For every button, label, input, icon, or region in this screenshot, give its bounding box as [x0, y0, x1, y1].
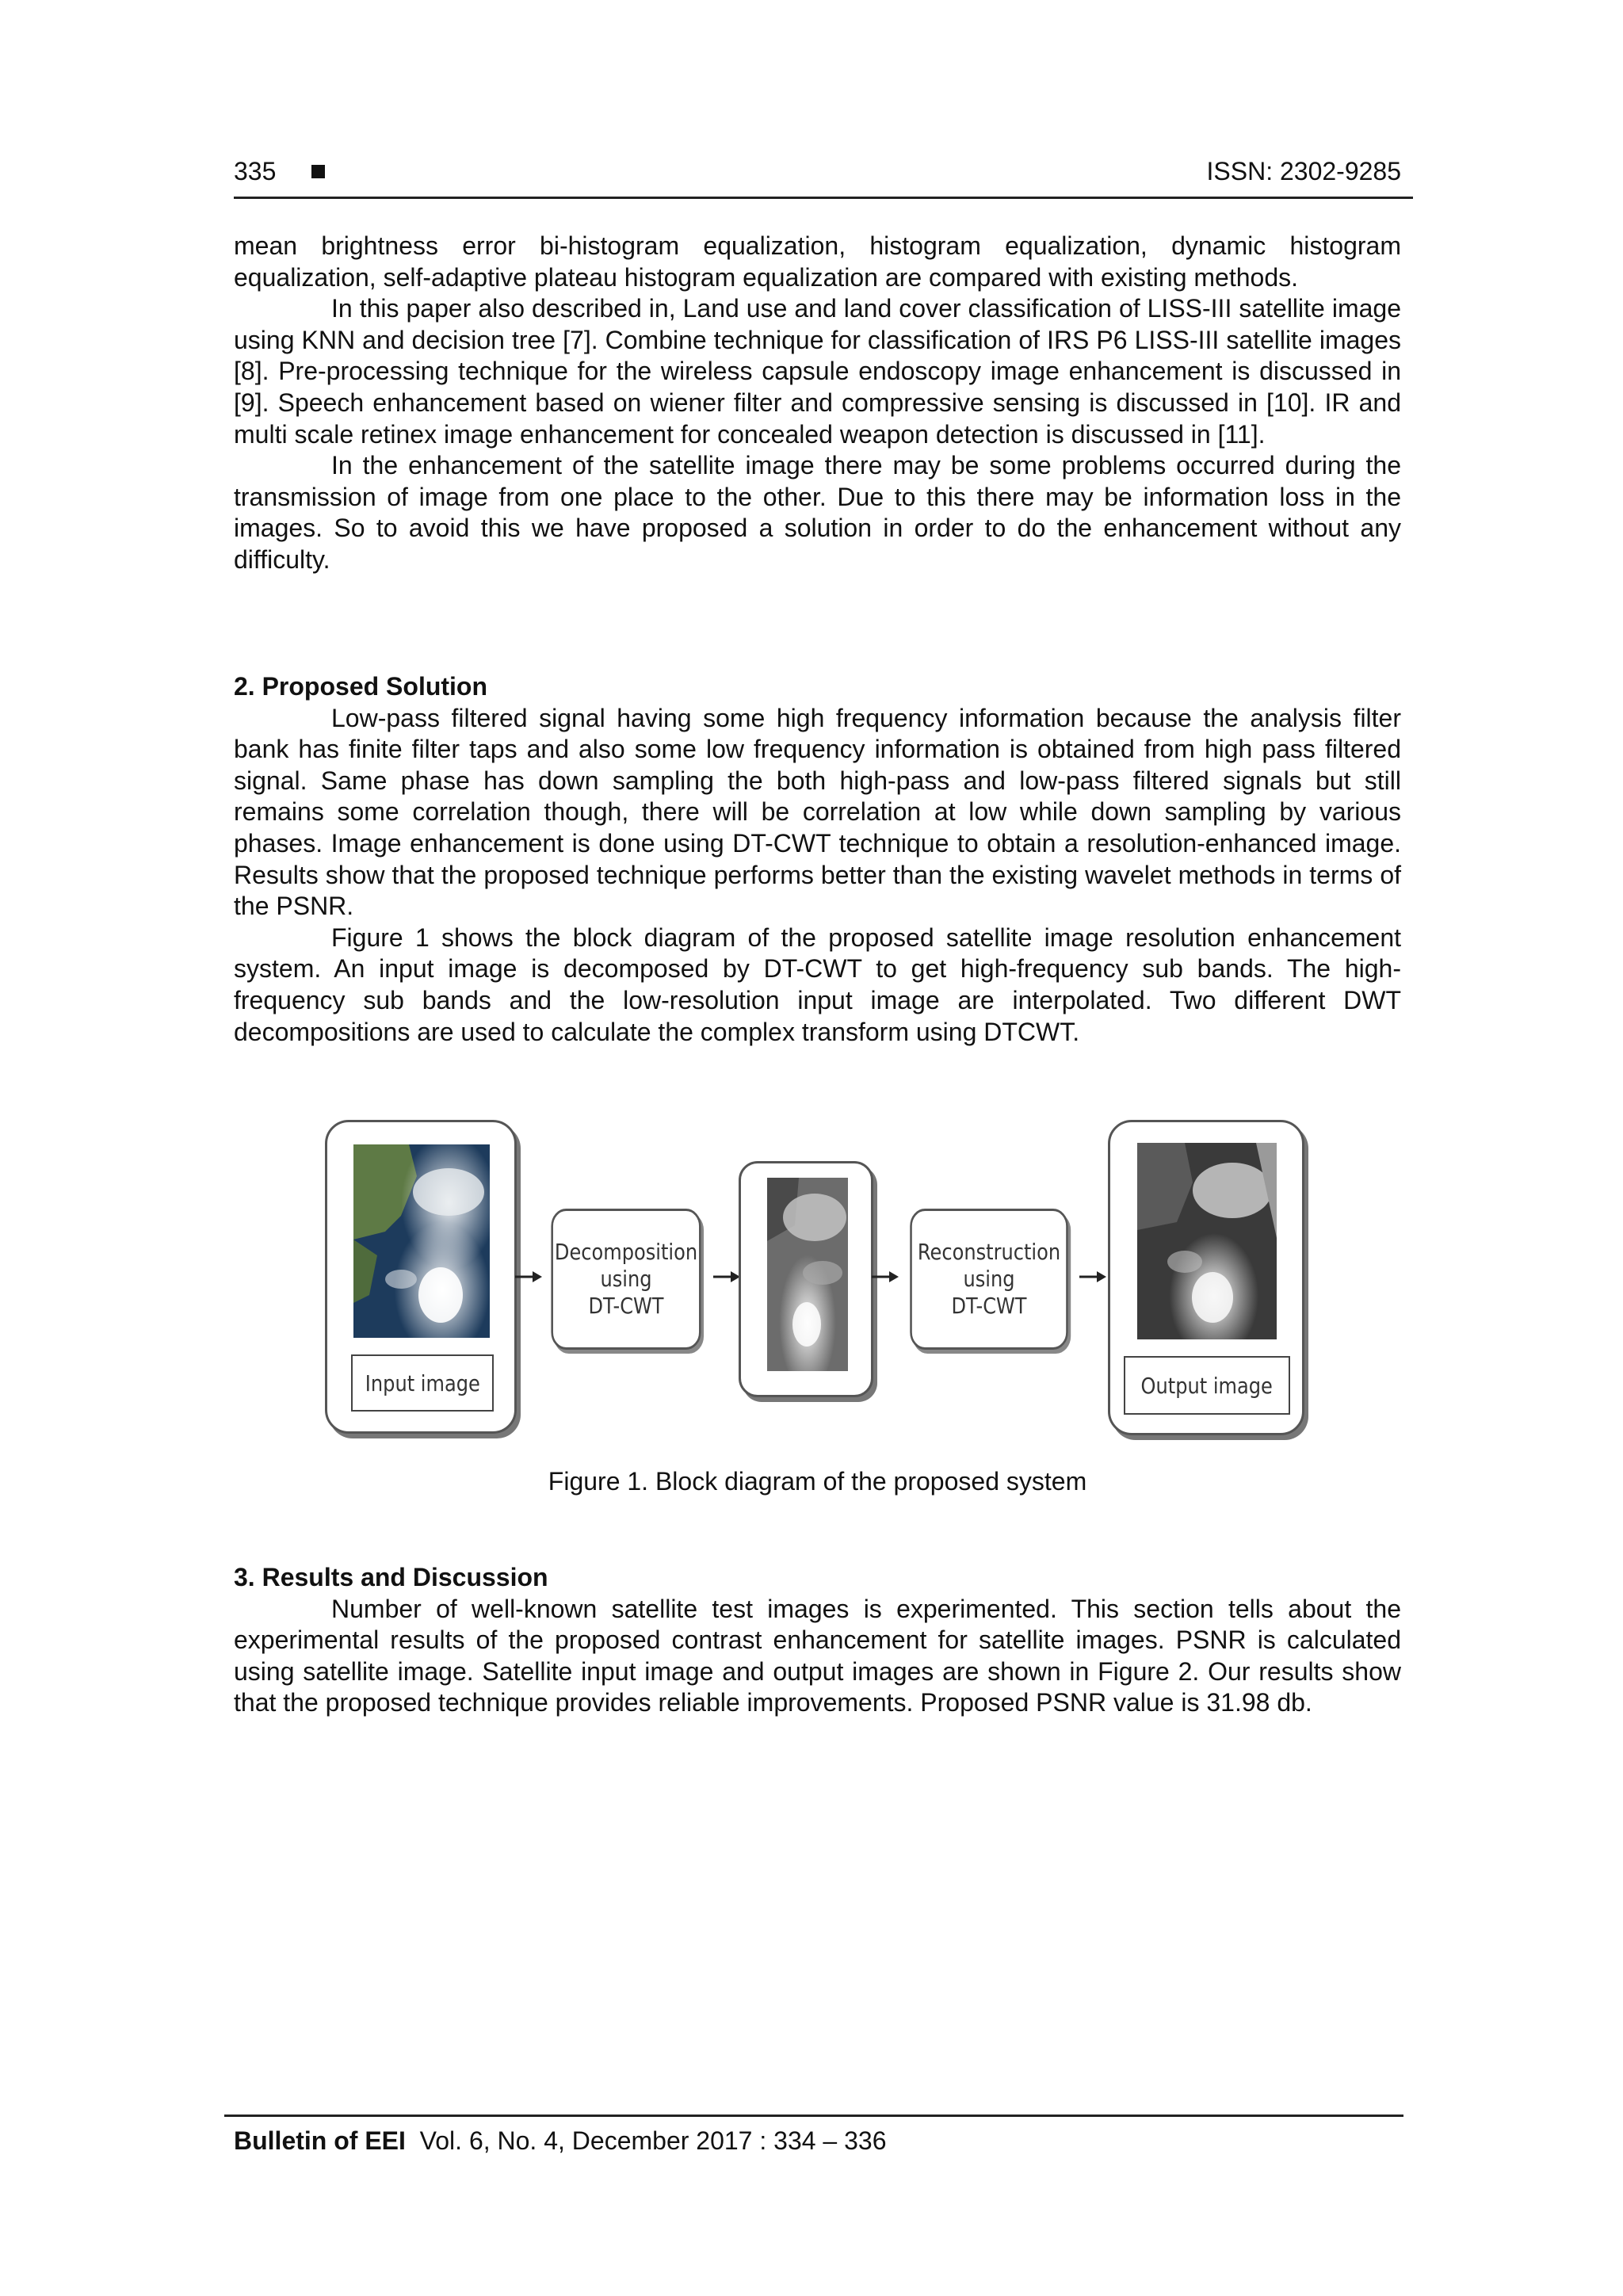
paragraph: Low-pass filtered signal having some high frequency information because the analysis filter bank has finite filter taps and also some low frequency information is obtained from high pass filtered signal. Same phase has down sampling the both high-pass and low-pass filtered signals but still remains some correlation though, there will be correlation at low while down sampling by various phases. Image enhancement is done using DT-CWT technique to obtain a resolution-enhanced image. Results show that the proposed technique performs better than the existing wavelet methods in terms of the PSNR. — [234, 703, 1401, 921]
grayscale-subband-image — [767, 1178, 848, 1371]
section-heading: 3. Results and Discussion — [234, 1563, 548, 1591]
arrow-right-icon — [515, 1269, 543, 1285]
journal-details: Vol. 6, No. 4, December 2017 : 334 – 336 — [419, 2126, 887, 2155]
output-satellite-image — [1137, 1143, 1277, 1339]
issn: ISSN: 2302-9285 — [1206, 157, 1401, 185]
intro-text — [234, 231, 1401, 576]
page-footer — [224, 2115, 1403, 2155]
journal-name: Bulletin of EEI — [234, 2126, 406, 2155]
square-bullet-icon — [311, 165, 325, 178]
block-diagram — [325, 1120, 1308, 1437]
paragraph: In the enhancement of the satellite image there may be some problems occurred during the transmission of image from one place to the other. Due to this there may be information loss in the images. So to avoid this we have proposed a solution in order to do the enhancement without any difficulty. — [234, 451, 1401, 574]
figure-caption: Figure 1. Block diagram of the proposed system — [548, 1467, 1087, 1496]
paragraph: mean brightness error bi-histogram equalization, histogram equalization, dynamic histogram equalization, self-adaptive plateau histogram equalization are compared with existing methods. — [234, 231, 1401, 292]
reconstruction-line: Reconstruction — [917, 1239, 1061, 1265]
footer-citation — [234, 2126, 887, 2156]
section-proposed-solution — [234, 671, 1401, 1048]
input-block — [325, 1120, 517, 1434]
arrow-right-icon — [1079, 1269, 1107, 1285]
page-header — [234, 155, 1413, 199]
reconstruction-line: using — [963, 1266, 1015, 1292]
section-heading: 2. Proposed Solution — [234, 672, 488, 701]
output-block — [1108, 1120, 1304, 1435]
reconstruction-box — [910, 1209, 1068, 1350]
section-results — [234, 1562, 1401, 1719]
paragraph: Number of well-known satellite test images is experimented. This section tells about the experimental results of the proposed contrast enhancement for satellite images. PSNR is calculated using satellite image. Satellite input image and output images are shown in Figure 2. Our results show that the proposed technique provides reliable improvements. Proposed PSNR value is 31.98 db. — [234, 1594, 1401, 1717]
input-satellite-image — [353, 1144, 490, 1338]
page-number: 335 — [234, 157, 277, 185]
output-image-label: Output image — [1124, 1356, 1290, 1415]
paragraph: In this paper also described in, Land use and land cover classification of LISS-III satellite image using KNN and decision tree [7]. Combine technique for classification of IRS P6 LISS-III satellite images [8]. Pre-processing technique for the wireless capsule endoscopy image enhancement is discussed in [9]. Speech enhancement based on wiener filter and compressive sensing is discussed in [10]. IR and multi scale retinex image enhancement for concealed weapon detection is discussed in [11]. — [234, 294, 1401, 449]
arrow-right-icon — [713, 1269, 741, 1285]
decomposition-line: Decomposition — [554, 1239, 698, 1265]
arrow-right-icon — [872, 1269, 899, 1285]
paragraph: Figure 1 shows the block diagram of the proposed satellite image resolution enhancement system. An input image is decomposed by DT-CWT to get high-frequency sub bands. The high-frequency sub bands and the low-resolution input image are interpolated. Two different DWT decompositions are used to calculate the complex transform using DTCWT. — [234, 923, 1401, 1046]
decomposition-box — [551, 1209, 701, 1350]
decomposition-line: DT-CWT — [588, 1293, 664, 1319]
decomposition-line: using — [600, 1266, 652, 1292]
reconstruction-line: DT-CWT — [951, 1293, 1027, 1319]
subband-block — [739, 1161, 873, 1397]
input-image-label: Input image — [351, 1354, 494, 1412]
